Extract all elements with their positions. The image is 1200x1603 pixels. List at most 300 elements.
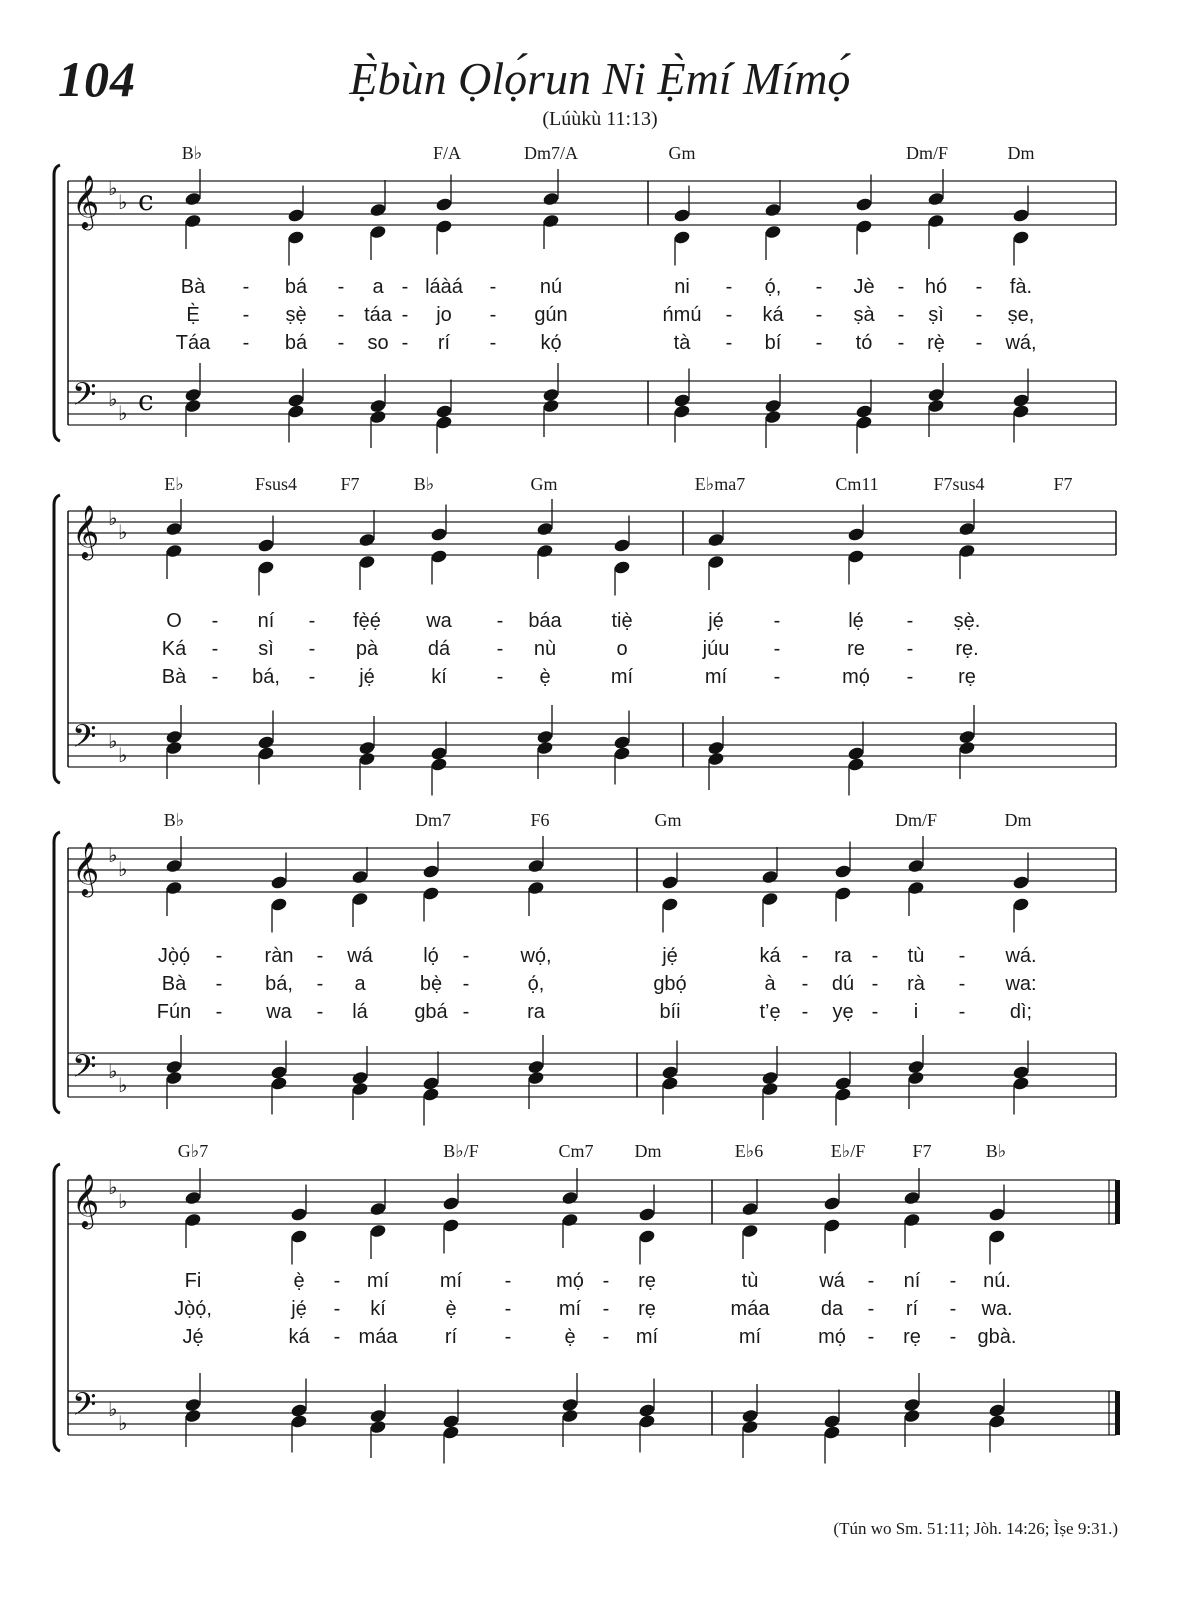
- lyric-hyphen: -: [949, 1298, 957, 1320]
- lyric-syllable: ẹ̀: [564, 1326, 576, 1348]
- chord-symbol: B♭: [985, 1141, 1007, 1161]
- lyric-hyphen: -: [496, 610, 504, 632]
- lyric-syllable: wá: [347, 945, 373, 967]
- tenor-note: [742, 1409, 759, 1423]
- treble-note: [614, 538, 631, 552]
- system-bracket: [54, 832, 60, 1113]
- lyric-hyphen: -: [958, 945, 966, 967]
- tenor-note: [908, 1060, 925, 1074]
- bass-note: [528, 1071, 545, 1085]
- lyric-syllable: táa: [364, 304, 392, 326]
- treble-note: [848, 527, 865, 541]
- lyric-syllable: ní: [903, 1270, 921, 1292]
- lyric-hyphen: -: [871, 973, 879, 995]
- alto-note: [528, 881, 545, 895]
- lyric-syllable: ká: [288, 1326, 310, 1348]
- lyric-syllable: Ẹ̀: [186, 304, 200, 326]
- alto-note: [537, 544, 554, 558]
- tenor-note: [537, 730, 554, 744]
- tenor-note: [708, 741, 725, 755]
- treble-note: [166, 859, 183, 873]
- lyric-syllable: wá: [819, 1270, 845, 1292]
- chord-symbol: E♭6: [734, 1141, 764, 1161]
- lyric-hyphen: -: [897, 276, 905, 298]
- alto-note: [291, 1229, 308, 1243]
- treble-note: [1013, 875, 1030, 889]
- bass-note: [674, 404, 691, 418]
- lyric-syllable: Bà: [161, 973, 187, 995]
- flat-sign: ♭: [118, 1189, 128, 1213]
- final-barline: [1115, 1391, 1120, 1435]
- lyric-syllable: ká: [759, 945, 781, 967]
- lyric-hyphen: -: [316, 945, 324, 967]
- alto-note: [904, 1213, 921, 1227]
- lyric-syllable: láàá: [425, 276, 463, 298]
- hymn-number: 104: [58, 51, 136, 107]
- tenor-note: [423, 1076, 440, 1090]
- treble-note: [639, 1207, 656, 1221]
- tenor-note: [989, 1403, 1006, 1417]
- bass-note: [848, 757, 865, 771]
- lyric-hyphen: -: [871, 945, 879, 967]
- treble-note: [562, 1191, 579, 1205]
- treble-note: [959, 522, 976, 536]
- tenor-note: [166, 1060, 183, 1074]
- chord-symbol: B♭: [181, 143, 203, 163]
- treble-note: [291, 1207, 308, 1221]
- lyric-hyphen: -: [867, 1326, 875, 1348]
- lyric-syllable: à: [764, 973, 776, 995]
- bass-note: [352, 1082, 369, 1096]
- treble-note: [1013, 208, 1030, 222]
- lyric-hyphen: -: [242, 276, 250, 298]
- treble-note: [835, 864, 852, 878]
- bass-note: [443, 1425, 460, 1439]
- footer-references: (Tún wo Sm. 51:11; Jòh. 14:26; Ìṣe 9:31.): [833, 1519, 1118, 1538]
- alto-note: [185, 214, 202, 228]
- flat-sign: ♭: [108, 387, 118, 411]
- bass-note: [370, 1420, 387, 1434]
- tenor-note: [562, 1398, 579, 1412]
- chord-symbol: Dm: [1007, 143, 1035, 163]
- lyric-hyphen: -: [602, 1326, 610, 1348]
- lyric-syllable: sì: [258, 638, 274, 660]
- lyric-syllable: rẹ: [903, 1326, 921, 1348]
- chord-symbol: Dm: [634, 1141, 662, 1161]
- tenor-note: [185, 1398, 202, 1412]
- lyric-syllable: jẹ́: [662, 945, 678, 967]
- bass-note: [166, 741, 183, 755]
- chord-symbol: G♭7: [177, 1141, 209, 1161]
- bass-note: [258, 746, 275, 760]
- alto-note: [370, 225, 387, 239]
- system-bracket: [54, 165, 60, 441]
- lyric-syllable: ṣà: [853, 304, 875, 326]
- lyric-syllable: bá,: [265, 973, 293, 995]
- lyric-syllable: ṣe,: [1007, 304, 1035, 326]
- alto-note: [423, 886, 440, 900]
- alto-note: [762, 892, 779, 906]
- lyric-hyphen: -: [975, 276, 983, 298]
- bass-clef: 𝄢: [72, 376, 97, 420]
- tenor-note: [370, 399, 387, 413]
- flat-sign: ♭: [108, 1059, 118, 1083]
- tenor-note: [835, 1076, 852, 1090]
- lyric-syllable: bá: [284, 332, 308, 354]
- lyric-syllable: Fún: [156, 1001, 192, 1023]
- lyric-syllable: kí: [370, 1298, 386, 1320]
- flat-sign: ♭: [118, 401, 128, 425]
- lyric-hyphen: -: [333, 1270, 341, 1292]
- bass-note: [185, 1409, 202, 1423]
- alto-note: [443, 1218, 460, 1232]
- lyric-hyphen: -: [215, 945, 223, 967]
- chord-symbol: Dm/F: [905, 143, 949, 163]
- lyric-hyphen: -: [906, 610, 914, 632]
- lyric-syllable: Jè: [853, 276, 875, 298]
- bass-note: [856, 415, 873, 429]
- lyric-syllable: bíi: [659, 1001, 681, 1023]
- lyric-syllable: yẹ: [832, 1001, 854, 1023]
- lyric-syllable: dì;: [1009, 1001, 1033, 1023]
- treble-note: [185, 192, 202, 206]
- alto-note: [835, 886, 852, 900]
- chord-symbol: F7: [1053, 474, 1073, 494]
- alto-note: [258, 560, 275, 574]
- chord-symbol: E♭: [164, 474, 184, 494]
- lyric-syllable: gbọ́: [653, 973, 687, 995]
- bass-note: [989, 1414, 1006, 1428]
- treble-note: [271, 875, 288, 889]
- time-signature: c: [138, 384, 154, 417]
- lyric-syllable: ká: [762, 304, 784, 326]
- treble-note: [537, 522, 554, 536]
- flat-sign: ♭: [108, 729, 118, 753]
- alto-note: [359, 555, 376, 569]
- flat-sign: ♭: [108, 1397, 118, 1421]
- tenor-note: [258, 735, 275, 749]
- bass-note: [662, 1076, 679, 1090]
- bass-clef: 𝄢: [72, 1386, 97, 1430]
- chord-symbol: F7: [912, 1141, 932, 1161]
- lyric-syllable: wa.: [981, 1298, 1013, 1320]
- treble-note: [856, 197, 873, 211]
- lyric-syllable: ṣẹ̀: [285, 304, 307, 326]
- treble-note: [765, 203, 782, 217]
- lyric-hyphen: -: [211, 610, 219, 632]
- lyric-hyphen: -: [215, 1001, 223, 1023]
- tenor-note: [271, 1065, 288, 1079]
- lyric-hyphen: -: [602, 1270, 610, 1292]
- lyric-syllable: jẹ́: [708, 610, 724, 632]
- lyric-syllable: wa: [266, 1001, 292, 1023]
- alto-note: [959, 544, 976, 558]
- alto-note: [765, 225, 782, 239]
- lyric-syllable: mí: [635, 1326, 659, 1348]
- lyric-syllable: nù: [533, 638, 557, 660]
- bass-note: [562, 1409, 579, 1423]
- lyric-syllable: wa: [426, 610, 452, 632]
- lyric-syllable: bẹ̀: [419, 973, 443, 995]
- chord-symbol: Dm7/A: [524, 143, 578, 163]
- tenor-note: [1013, 393, 1030, 407]
- final-barline: [1115, 1180, 1120, 1224]
- tenor-note: [359, 741, 376, 755]
- lyric-hyphen: -: [504, 1270, 512, 1292]
- tenor-note: [674, 393, 691, 407]
- lyric-syllable: ṣẹ̀.: [953, 610, 981, 632]
- bass-note: [824, 1425, 841, 1439]
- tenor-note: [443, 1414, 460, 1428]
- treble-note: [288, 208, 305, 222]
- lyric-syllable: rí: [905, 1298, 919, 1320]
- lyric-syllable: nú.: [983, 1270, 1011, 1292]
- lyric-hyphen: -: [897, 332, 905, 354]
- lyric-syllable: lá: [352, 1001, 368, 1023]
- lyric-hyphen: -: [337, 332, 345, 354]
- tenor-note: [431, 746, 448, 760]
- lyric-syllable: lẹ́: [848, 610, 864, 632]
- lyric-hyphen: -: [337, 276, 345, 298]
- lyric-syllable: tó: [855, 332, 873, 354]
- lyric-hyphen: -: [316, 973, 324, 995]
- alto-note: [431, 549, 448, 563]
- lyric-syllable: báa: [528, 610, 562, 632]
- lyric-syllable: mí: [439, 1270, 463, 1292]
- alto-note: [271, 897, 288, 911]
- alto-note: [166, 881, 183, 895]
- lyric-hyphen: -: [906, 666, 914, 688]
- bass-clef: 𝄢: [72, 1048, 97, 1092]
- bass-note: [908, 1071, 925, 1085]
- alto-note: [370, 1224, 387, 1238]
- flat-sign: ♭: [118, 743, 128, 767]
- treble-note: [989, 1207, 1006, 1221]
- tenor-note: [185, 388, 202, 402]
- bass-note: [708, 752, 725, 766]
- lyric-hyphen: -: [215, 973, 223, 995]
- lyric-syllable: mí: [558, 1298, 582, 1320]
- alto-note: [614, 560, 631, 574]
- flat-sign: ♭: [118, 190, 128, 214]
- lyric-hyphen: -: [801, 1001, 809, 1023]
- treble-note: [359, 533, 376, 547]
- hymn-title: Ẹ̀bùn Ọlọ́run Ni Ẹ̀mí Mímọ́: [349, 53, 851, 104]
- lyric-hyphen: -: [308, 638, 316, 660]
- lyric-syllable: wá,: [1005, 332, 1037, 354]
- lyric-hyphen: -: [773, 666, 781, 688]
- flat-sign: ♭: [118, 1073, 128, 1097]
- chord-symbol: Dm: [1004, 810, 1032, 830]
- alto-note: [288, 230, 305, 244]
- treble-note: [166, 522, 183, 536]
- lyric-syllable: Táa: [175, 332, 211, 354]
- alto-note: [639, 1229, 656, 1243]
- flat-sign: ♭: [118, 857, 128, 881]
- chord-symbol: Fsus4: [254, 474, 298, 494]
- lyric-hyphen: -: [489, 304, 497, 326]
- lyric-syllable: jẹ́: [359, 666, 375, 688]
- bass-note: [765, 410, 782, 424]
- lyric-hyphen: -: [401, 332, 409, 354]
- lyric-syllable: mọ́: [818, 1326, 846, 1348]
- treble-note: [185, 1191, 202, 1205]
- tenor-note: [928, 388, 945, 402]
- treble-note: [674, 208, 691, 222]
- lyric-syllable: gbá: [414, 1001, 448, 1023]
- treble-note: [708, 533, 725, 547]
- tenor-note: [543, 388, 560, 402]
- lyric-hyphen: -: [725, 304, 733, 326]
- chord-symbol: E♭ma7: [694, 474, 746, 494]
- lyric-syllable: ra: [527, 1001, 545, 1023]
- alto-note: [185, 1213, 202, 1227]
- tenor-note: [436, 404, 453, 418]
- lyric-syllable: da: [820, 1298, 844, 1320]
- chord-symbol: Cm7: [558, 1141, 594, 1161]
- lyric-hyphen: -: [211, 666, 219, 688]
- treble-note: [528, 859, 545, 873]
- lyric-syllable: lọ́: [423, 945, 439, 967]
- lyric-hyphen: -: [867, 1270, 875, 1292]
- lyric-syllable: ra: [834, 945, 852, 967]
- lyric-syllable: Jọ̀ọ́: [157, 945, 191, 967]
- lyric-syllable: tù: [907, 945, 925, 967]
- bass-note: [762, 1082, 779, 1096]
- bass-note: [291, 1414, 308, 1428]
- alto-note: [1013, 897, 1030, 911]
- bass-note: [1013, 404, 1030, 418]
- lyric-syllable: O: [166, 610, 182, 632]
- lyric-hyphen: -: [958, 973, 966, 995]
- lyric-syllable: tù: [741, 1270, 759, 1292]
- lyric-syllable: t’ẹ: [759, 1001, 781, 1023]
- tenor-note: [1013, 1065, 1030, 1079]
- bass-note: [166, 1071, 183, 1085]
- lyric-hyphen: -: [975, 332, 983, 354]
- bass-clef: 𝄢: [72, 718, 97, 762]
- lyric-hyphen: -: [333, 1326, 341, 1348]
- tenor-note: [856, 404, 873, 418]
- bass-note: [1013, 1076, 1030, 1090]
- flat-sign: ♭: [118, 1411, 128, 1435]
- lyric-syllable: a: [372, 276, 384, 298]
- flat-sign: ♭: [108, 1175, 118, 1199]
- tenor-note: [848, 746, 865, 760]
- treble-note: [662, 875, 679, 889]
- alto-note: [742, 1224, 759, 1238]
- lyric-syllable: fà.: [1009, 276, 1033, 298]
- lyric-hyphen: -: [815, 332, 823, 354]
- lyric-syllable: re: [847, 638, 865, 660]
- chord-symbol: B♭/F: [443, 1141, 479, 1161]
- alto-note: [674, 230, 691, 244]
- bass-note: [904, 1409, 921, 1423]
- bass-note: [543, 399, 560, 413]
- lyric-hyphen: -: [242, 332, 250, 354]
- lyric-syllable: wa:: [1005, 973, 1037, 995]
- lyric-syllable: Jẹ́: [182, 1326, 204, 1348]
- lyric-hyphen: -: [773, 610, 781, 632]
- tenor-note: [288, 393, 305, 407]
- lyric-syllable: nú: [539, 276, 563, 298]
- lyric-hyphen: -: [949, 1326, 957, 1348]
- treble-note: [824, 1196, 841, 1210]
- lyric-hyphen: -: [401, 304, 409, 326]
- chord-symbol: F/A: [432, 143, 462, 163]
- bass-note: [742, 1420, 759, 1434]
- lyric-syllable: ńmú: [662, 304, 702, 326]
- lyric-syllable: rẹ: [638, 1270, 656, 1292]
- chord-symbol: Gm: [530, 474, 558, 494]
- lyric-hyphen: -: [725, 276, 733, 298]
- chord-symbol: F6: [530, 810, 550, 830]
- lyric-syllable: a: [354, 973, 366, 995]
- lyric-syllable: jo: [436, 304, 452, 326]
- flat-sign: ♭: [108, 506, 118, 530]
- tenor-note: [904, 1398, 921, 1412]
- lyric-syllable: rí: [437, 332, 451, 354]
- lyric-syllable: máa: [730, 1298, 770, 1320]
- treble-note: [370, 1202, 387, 1216]
- bass-note: [370, 410, 387, 424]
- lyric-syllable: ni: [674, 276, 690, 298]
- treble-note: [762, 870, 779, 884]
- lyric-syllable: wọ́,: [520, 945, 552, 967]
- lyric-hyphen: -: [975, 304, 983, 326]
- bass-note: [185, 399, 202, 413]
- lyric-hyphen: -: [308, 666, 316, 688]
- lyric-hyphen: -: [496, 638, 504, 660]
- lyric-hyphen: -: [496, 666, 504, 688]
- lyric-syllable: ẹ̀: [539, 666, 551, 688]
- lyric-syllable: tiẹ̀: [611, 610, 633, 632]
- bass-note: [614, 746, 631, 760]
- lyric-hyphen: -: [462, 1001, 470, 1023]
- lyric-syllable: o: [616, 638, 628, 660]
- bass-note: [835, 1087, 852, 1101]
- bass-note: [959, 741, 976, 755]
- lyric-syllable: júu: [702, 638, 730, 660]
- lyric-syllable: ọ́,: [527, 973, 545, 995]
- lyric-hyphen: -: [602, 1298, 610, 1320]
- chord-symbol: Gm: [668, 143, 696, 163]
- treble-note: [742, 1202, 759, 1216]
- lyric-hyphen: -: [906, 638, 914, 660]
- lyric-syllable: bí: [764, 332, 782, 354]
- bass-note: [288, 404, 305, 418]
- lyric-syllable: rẹ.: [955, 638, 979, 660]
- lyric-syllable: Fi: [184, 1270, 202, 1292]
- treble-note: [436, 197, 453, 211]
- lyric-hyphen: -: [801, 973, 809, 995]
- lyric-hyphen: -: [725, 332, 733, 354]
- lyric-hyphen: -: [462, 945, 470, 967]
- lyric-syllable: mí: [610, 666, 634, 688]
- lyric-syllable: wá.: [1005, 945, 1037, 967]
- lyric-syllable: kí: [431, 666, 447, 688]
- lyric-syllable: mọ́: [556, 1270, 584, 1292]
- treble-clef: 𝄞: [72, 1173, 100, 1227]
- tenor-note: [614, 735, 631, 749]
- alto-note: [352, 892, 369, 906]
- treble-note: [423, 864, 440, 878]
- lyric-hyphen: -: [333, 1298, 341, 1320]
- bass-note: [639, 1414, 656, 1428]
- lyric-hyphen: -: [211, 638, 219, 660]
- lyric-hyphen: -: [871, 1001, 879, 1023]
- chord-symbol: B♭: [163, 810, 185, 830]
